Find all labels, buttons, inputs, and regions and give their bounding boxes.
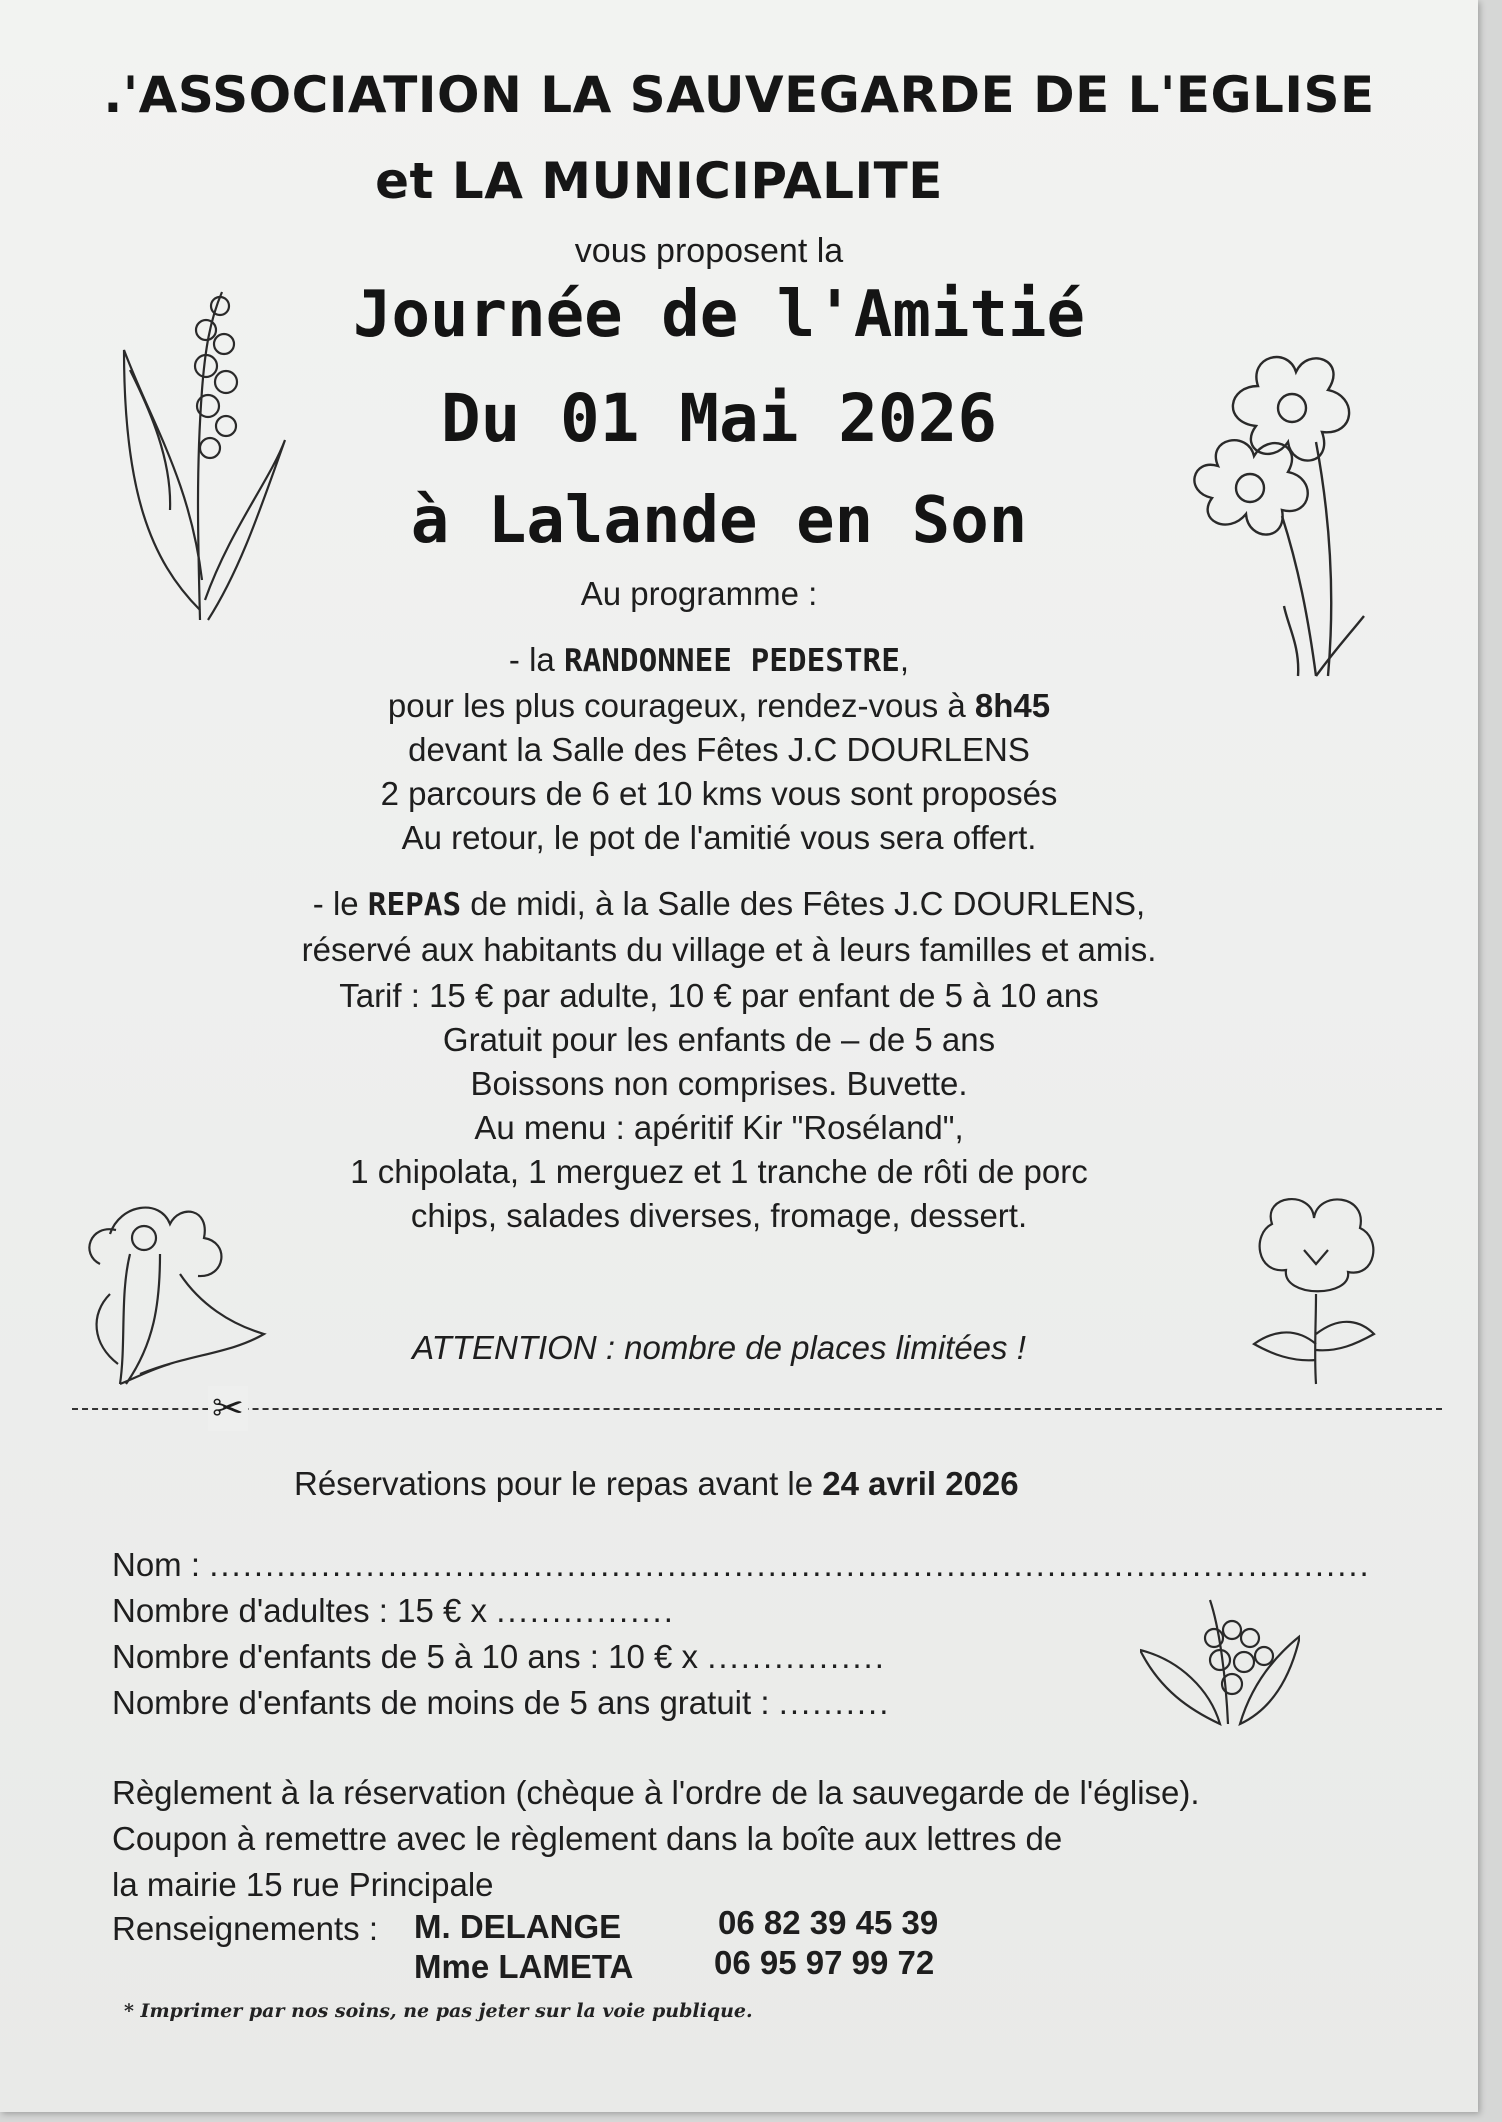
- lily-bouquet-icon: [1140, 1590, 1300, 1730]
- meal-free: Gratuit pour les enfants de – de 5 ans: [442, 1021, 996, 1058]
- field-adults-dots: ................: [496, 1592, 675, 1629]
- hike-suffix: ,: [899, 641, 910, 678]
- field-children-dots: ................: [707, 1638, 886, 1675]
- meal-sides: chips, salades diverses, fromage, dessert.: [410, 1197, 1028, 1234]
- field-adults-label: Nombre d'adultes : 15 € x: [112, 1592, 488, 1629]
- payment-note: Règlement à la réservation (chèque à l'ordre de la sauvegarde de l'église).: [112, 1774, 1200, 1811]
- deadline-date: 24 avril 2026: [822, 1465, 1019, 1502]
- meal-prefix: - le: [312, 885, 359, 922]
- return-note-1: Coupon à remettre avec le règlement dans la boîte aux lettres de: [112, 1820, 1063, 1857]
- meal-reserved: réservé aux habitants du village et à leurs familles et amis.: [301, 931, 1157, 968]
- pansy-icon: [1252, 1194, 1382, 1394]
- field-name[interactable]: [112, 1546, 1371, 1584]
- field-adults[interactable]: [112, 1592, 675, 1630]
- contact-phone-1: 06 82 39 45 39: [718, 1904, 939, 1941]
- field-name-label: Nom :: [112, 1546, 201, 1583]
- contact-phone-2: 06 95 97 99 72: [714, 1944, 935, 1981]
- field-children[interactable]: [112, 1638, 886, 1676]
- hike-time: 8h45: [974, 687, 1051, 724]
- hike-meeting: [0, 684, 1458, 728]
- organizer-line: .'ASSOCIATION LA SAUVEGARDE DE L'EGLISE: [103, 66, 1375, 124]
- event-title: Journée de l'Amitié: [352, 278, 1086, 352]
- lily-of-the-valley-icon: [110, 280, 300, 640]
- reservation-deadline: [294, 1462, 1019, 1506]
- meal-rest: de midi, à la Salle des Fêtes J.C DOURLENS,: [470, 885, 1146, 922]
- hike-routes: 2 parcours de 6 et 10 kms vous sont proposés: [380, 775, 1058, 812]
- field-children-label: Nombre d'enfants de 5 à 10 ans : 10 € x: [112, 1638, 699, 1675]
- print-footnote: * Imprimer par nos soins, ne pas jeter sur la voie publique.: [124, 2000, 753, 2022]
- meal-prices: Tarif : 15 € par adulte, 10 € par enfant de 5 à 10 ans: [339, 977, 1099, 1014]
- meal-menu: Au menu : apéritif Kir "Roséland",: [474, 1109, 964, 1146]
- attention-note: ATTENTION : nombre de places limitées !: [412, 1329, 1026, 1366]
- field-name-dots: ........................................................................................................: [209, 1546, 1371, 1583]
- meal-heading: [0, 882, 1468, 927]
- hike-return: Au retour, le pot de l'amitié vous sera offert.: [401, 819, 1037, 856]
- scissors-icon: ✂: [208, 1386, 248, 1431]
- return-note-2: la mairie 15 rue Principale: [112, 1866, 494, 1903]
- field-small-children[interactable]: [112, 1684, 890, 1722]
- reservation-text: Réservations pour le repas avant le: [294, 1465, 814, 1502]
- meal-drinks: Boissons non comprises. Buvette.: [470, 1065, 968, 1102]
- event-place: à Lalande en Son: [410, 484, 1028, 558]
- meal-name: REPAS: [367, 887, 462, 923]
- hike-meeting-text: pour les plus courageux, rendez-vous à: [387, 687, 966, 724]
- cut-line: [72, 1408, 1442, 1410]
- field-small-children-dots: ..........: [778, 1684, 891, 1721]
- contact-name-2: Mme LAMETA: [414, 1948, 634, 1985]
- hike-location: devant la Salle des Fêtes J.C DOURLENS: [408, 731, 1030, 768]
- hike-name: RANDONNEE PEDESTRE: [563, 643, 900, 679]
- primrose-icon: [1188, 346, 1368, 686]
- hike-prefix: - la: [508, 641, 555, 678]
- program-intro: Au programme :: [580, 575, 818, 612]
- event-date: Du 01 Mai 2026: [440, 380, 998, 457]
- intro-line: vous proposent la: [574, 232, 844, 270]
- contact-label: Renseignements :: [112, 1910, 378, 1947]
- contact-name-1: M. DELANGE: [414, 1908, 622, 1945]
- field-small-children-label: Nombre d'enfants de moins de 5 ans gratuit :: [112, 1684, 770, 1721]
- organizer-line-2: et LA MUNICIPALITE: [375, 152, 943, 210]
- bouquet-icon: [80, 1194, 270, 1394]
- meal-meats: 1 chipolata, 1 merguez et 1 tranche de rôti de porc: [350, 1153, 1088, 1190]
